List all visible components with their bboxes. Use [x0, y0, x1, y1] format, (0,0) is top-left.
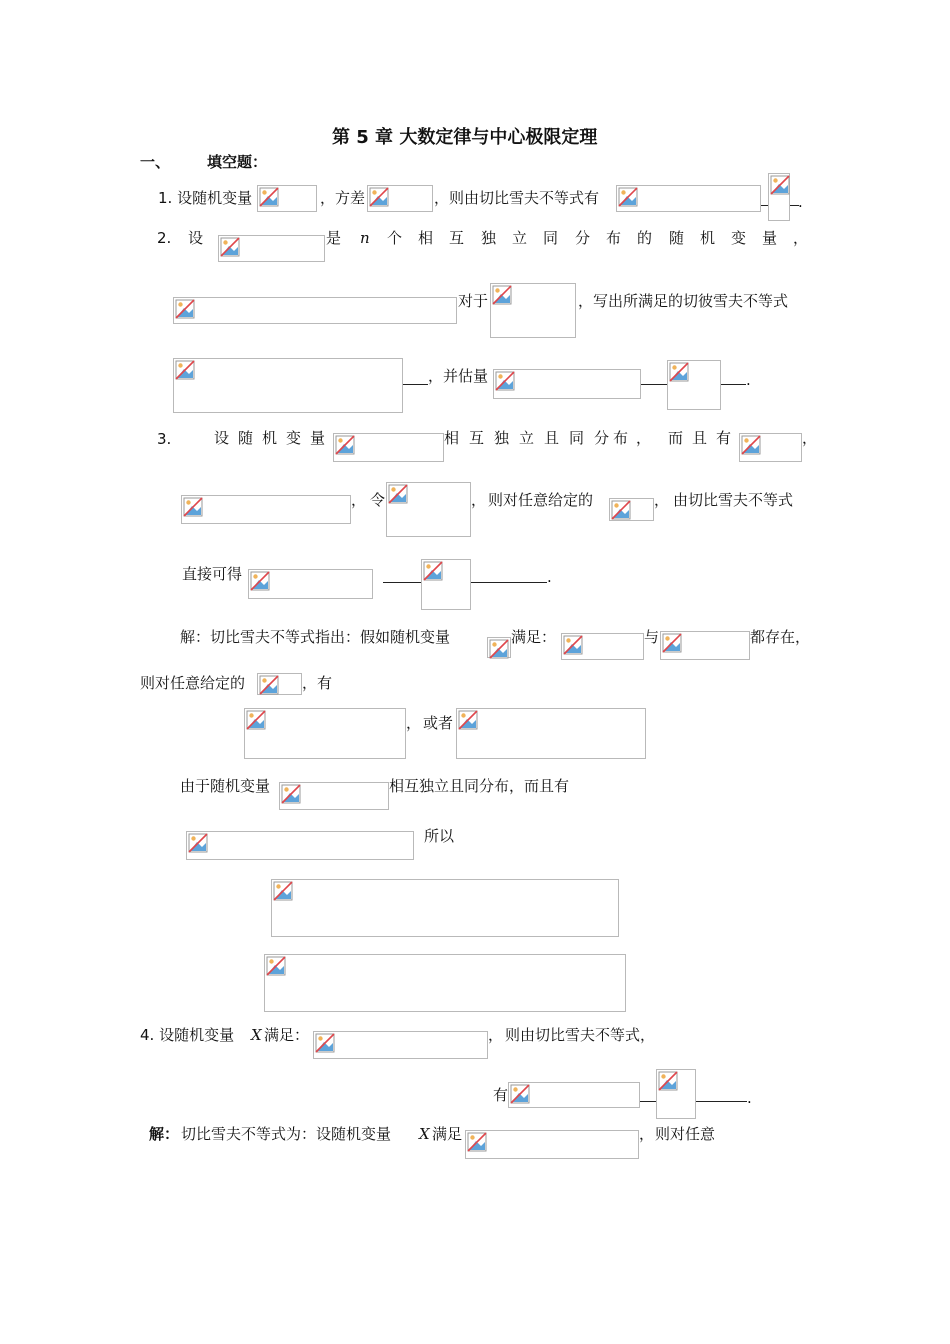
sol4-var: X	[419, 1125, 430, 1143]
q4-lead: 4. 设随机变量	[140, 1026, 235, 1044]
q2-char: 布	[606, 229, 622, 247]
q4-text: ，	[488, 1026, 504, 1044]
sol3-text: ，有	[302, 674, 333, 692]
chapter-title: 第 5 章 大数定律与中心极限定理	[332, 127, 598, 148]
sol3-text: 由于随机变量	[180, 777, 271, 795]
q1-text: ，方差	[320, 189, 366, 207]
q3-char: 量	[310, 429, 326, 447]
broken-image-icon	[492, 285, 512, 305]
formula-image	[313, 1031, 488, 1059]
broken-image-icon	[618, 187, 638, 207]
q3-char: 变	[286, 429, 302, 447]
broken-image-icon	[467, 1132, 487, 1152]
formula-image	[739, 433, 802, 462]
q3-text: ，	[471, 491, 487, 509]
q3-text: ，	[654, 491, 670, 509]
q3-text: 则对任意给定的	[488, 491, 594, 509]
formula-image	[333, 433, 444, 462]
q3-text: 由切比雪夫不等式	[673, 491, 794, 509]
broken-image-icon	[335, 435, 355, 455]
q2-char: 量	[762, 229, 778, 247]
broken-image-icon	[250, 571, 270, 591]
q4-end: .	[747, 1089, 752, 1107]
section-number: 一、	[140, 153, 171, 171]
broken-image-icon	[423, 561, 443, 581]
broken-image-icon	[315, 1033, 335, 1053]
sol4-text: 切比雪夫不等式为：设随机变量	[181, 1125, 392, 1143]
formula-image	[271, 879, 619, 937]
q3-char: 布	[613, 429, 629, 447]
formula-image	[667, 360, 721, 410]
q2-char: 相	[418, 229, 434, 247]
broken-image-icon	[220, 237, 240, 257]
formula-image	[656, 1069, 696, 1119]
q3-char: 且	[692, 429, 708, 447]
q2-text: ，并估量	[428, 367, 489, 385]
formula-image	[465, 1130, 639, 1159]
broken-image-icon	[388, 484, 408, 504]
q2-char: 的	[637, 229, 653, 247]
sol3-text: 解：切比雪夫不等式指出：假如随机变量	[180, 628, 451, 646]
formula-image	[616, 185, 761, 212]
formula-image	[561, 633, 644, 660]
formula-image	[173, 297, 457, 324]
formula-image	[218, 235, 325, 262]
q2-char: 设	[188, 229, 204, 247]
broken-image-icon	[741, 435, 761, 455]
q2-char: 同	[543, 229, 559, 247]
broken-image-icon	[662, 633, 682, 653]
q2-char: 立	[512, 229, 528, 247]
q3-char: 而	[668, 429, 684, 447]
q4-var: X	[251, 1026, 262, 1044]
q3-char: 随	[238, 429, 254, 447]
broken-image-icon	[369, 187, 389, 207]
sol4-label: 解：	[149, 1125, 180, 1143]
q3-char: 相	[444, 429, 460, 447]
q3-char: 设	[214, 429, 230, 447]
broken-image-icon	[563, 635, 583, 655]
q3-text: 直接可得	[182, 565, 243, 583]
broken-image-icon	[611, 500, 631, 520]
sol4-text: 则对任意	[655, 1125, 716, 1143]
sol3-text: 或者	[423, 714, 454, 732]
formula-image	[456, 708, 646, 759]
broken-image-icon	[183, 497, 203, 517]
broken-image-icon	[246, 710, 266, 730]
q3-char: 机	[262, 429, 278, 447]
formula-image	[279, 782, 389, 810]
q2-char: 变	[731, 229, 747, 247]
q2-char: 随	[669, 229, 685, 247]
formula-image	[508, 1082, 640, 1108]
q4-text: 则由切比雪夫不等式，	[505, 1026, 656, 1044]
q2-char: 个	[387, 229, 403, 247]
broken-image-icon	[175, 299, 195, 319]
sol4-text: ，	[639, 1125, 655, 1143]
q1-lead: 1. 设随机变量	[158, 189, 253, 207]
broken-image-icon	[489, 639, 509, 659]
formula-image	[186, 831, 414, 860]
q3-char: 独	[494, 429, 510, 447]
q3-char: 分	[594, 429, 610, 447]
formula-image	[264, 954, 626, 1012]
broken-image-icon	[188, 833, 208, 853]
broken-image-icon	[510, 1084, 530, 1104]
broken-image-icon	[669, 362, 689, 382]
q2-text: ，写出所满足的切彼雪夫不等式	[578, 292, 789, 310]
formula-image	[609, 498, 654, 521]
sol3-text: 满足：	[511, 628, 557, 646]
q3-char: ，	[636, 429, 652, 447]
formula-image	[367, 185, 433, 212]
q3-end: .	[547, 568, 552, 586]
formula-image	[487, 637, 511, 658]
broken-image-icon	[175, 360, 195, 380]
q3-char: 有	[716, 429, 732, 447]
q2-char: n	[360, 229, 370, 247]
formula-image	[257, 185, 317, 212]
q1-text: ，则由切比雪夫不等式有	[434, 189, 600, 207]
q3-char: 互	[469, 429, 485, 447]
broken-image-icon	[495, 371, 515, 391]
formula-image	[490, 283, 576, 338]
sol3-text: 都存在，	[750, 628, 811, 646]
q3-lead: 3.	[157, 430, 172, 448]
broken-image-icon	[273, 881, 293, 901]
q4-text: 有	[493, 1086, 509, 1104]
broken-image-icon	[458, 710, 478, 730]
q2-lead: 2.	[157, 229, 172, 247]
q2-char: 互	[449, 229, 465, 247]
formula-image	[768, 173, 790, 221]
broken-image-icon	[266, 956, 286, 976]
formula-image	[421, 559, 471, 610]
broken-image-icon	[259, 187, 279, 207]
sol3-text: 与	[644, 628, 660, 646]
q3-text: 令	[370, 491, 386, 509]
broken-image-icon	[770, 175, 790, 195]
broken-image-icon	[259, 675, 279, 695]
section-label: 填空题：	[207, 153, 268, 171]
q2-char: 机	[700, 229, 716, 247]
broken-image-icon	[658, 1071, 678, 1091]
formula-image	[257, 673, 302, 695]
q3-char: 同	[569, 429, 585, 447]
formula-image	[660, 631, 750, 660]
q2-char: 独	[481, 229, 497, 247]
formula-image	[493, 369, 641, 399]
q1-end: .	[798, 193, 803, 211]
q2-char: 分	[575, 229, 591, 247]
q3-text: ，	[802, 429, 818, 447]
q2-end: .	[746, 371, 751, 389]
q3-char: 立	[519, 429, 535, 447]
sol3-text: 则对任意给定的	[140, 674, 246, 692]
q4-text: 满足：	[264, 1026, 310, 1044]
formula-image	[248, 569, 373, 599]
sol3-text: ，	[406, 714, 422, 732]
broken-image-icon	[281, 784, 301, 804]
sol3-text: 相互独立且同分布，而且有	[389, 777, 570, 795]
q3-text: ，	[351, 491, 367, 509]
q3-char: 且	[544, 429, 560, 447]
formula-image	[244, 708, 406, 759]
sol4-text: 满足	[432, 1125, 463, 1143]
q2-text: 对于	[458, 292, 489, 310]
formula-image	[181, 495, 351, 524]
q2-char: 是	[326, 229, 342, 247]
formula-image	[386, 482, 471, 537]
formula-image	[173, 358, 403, 413]
q2-char: ，	[793, 229, 809, 247]
sol3-text: 所以	[424, 827, 455, 845]
